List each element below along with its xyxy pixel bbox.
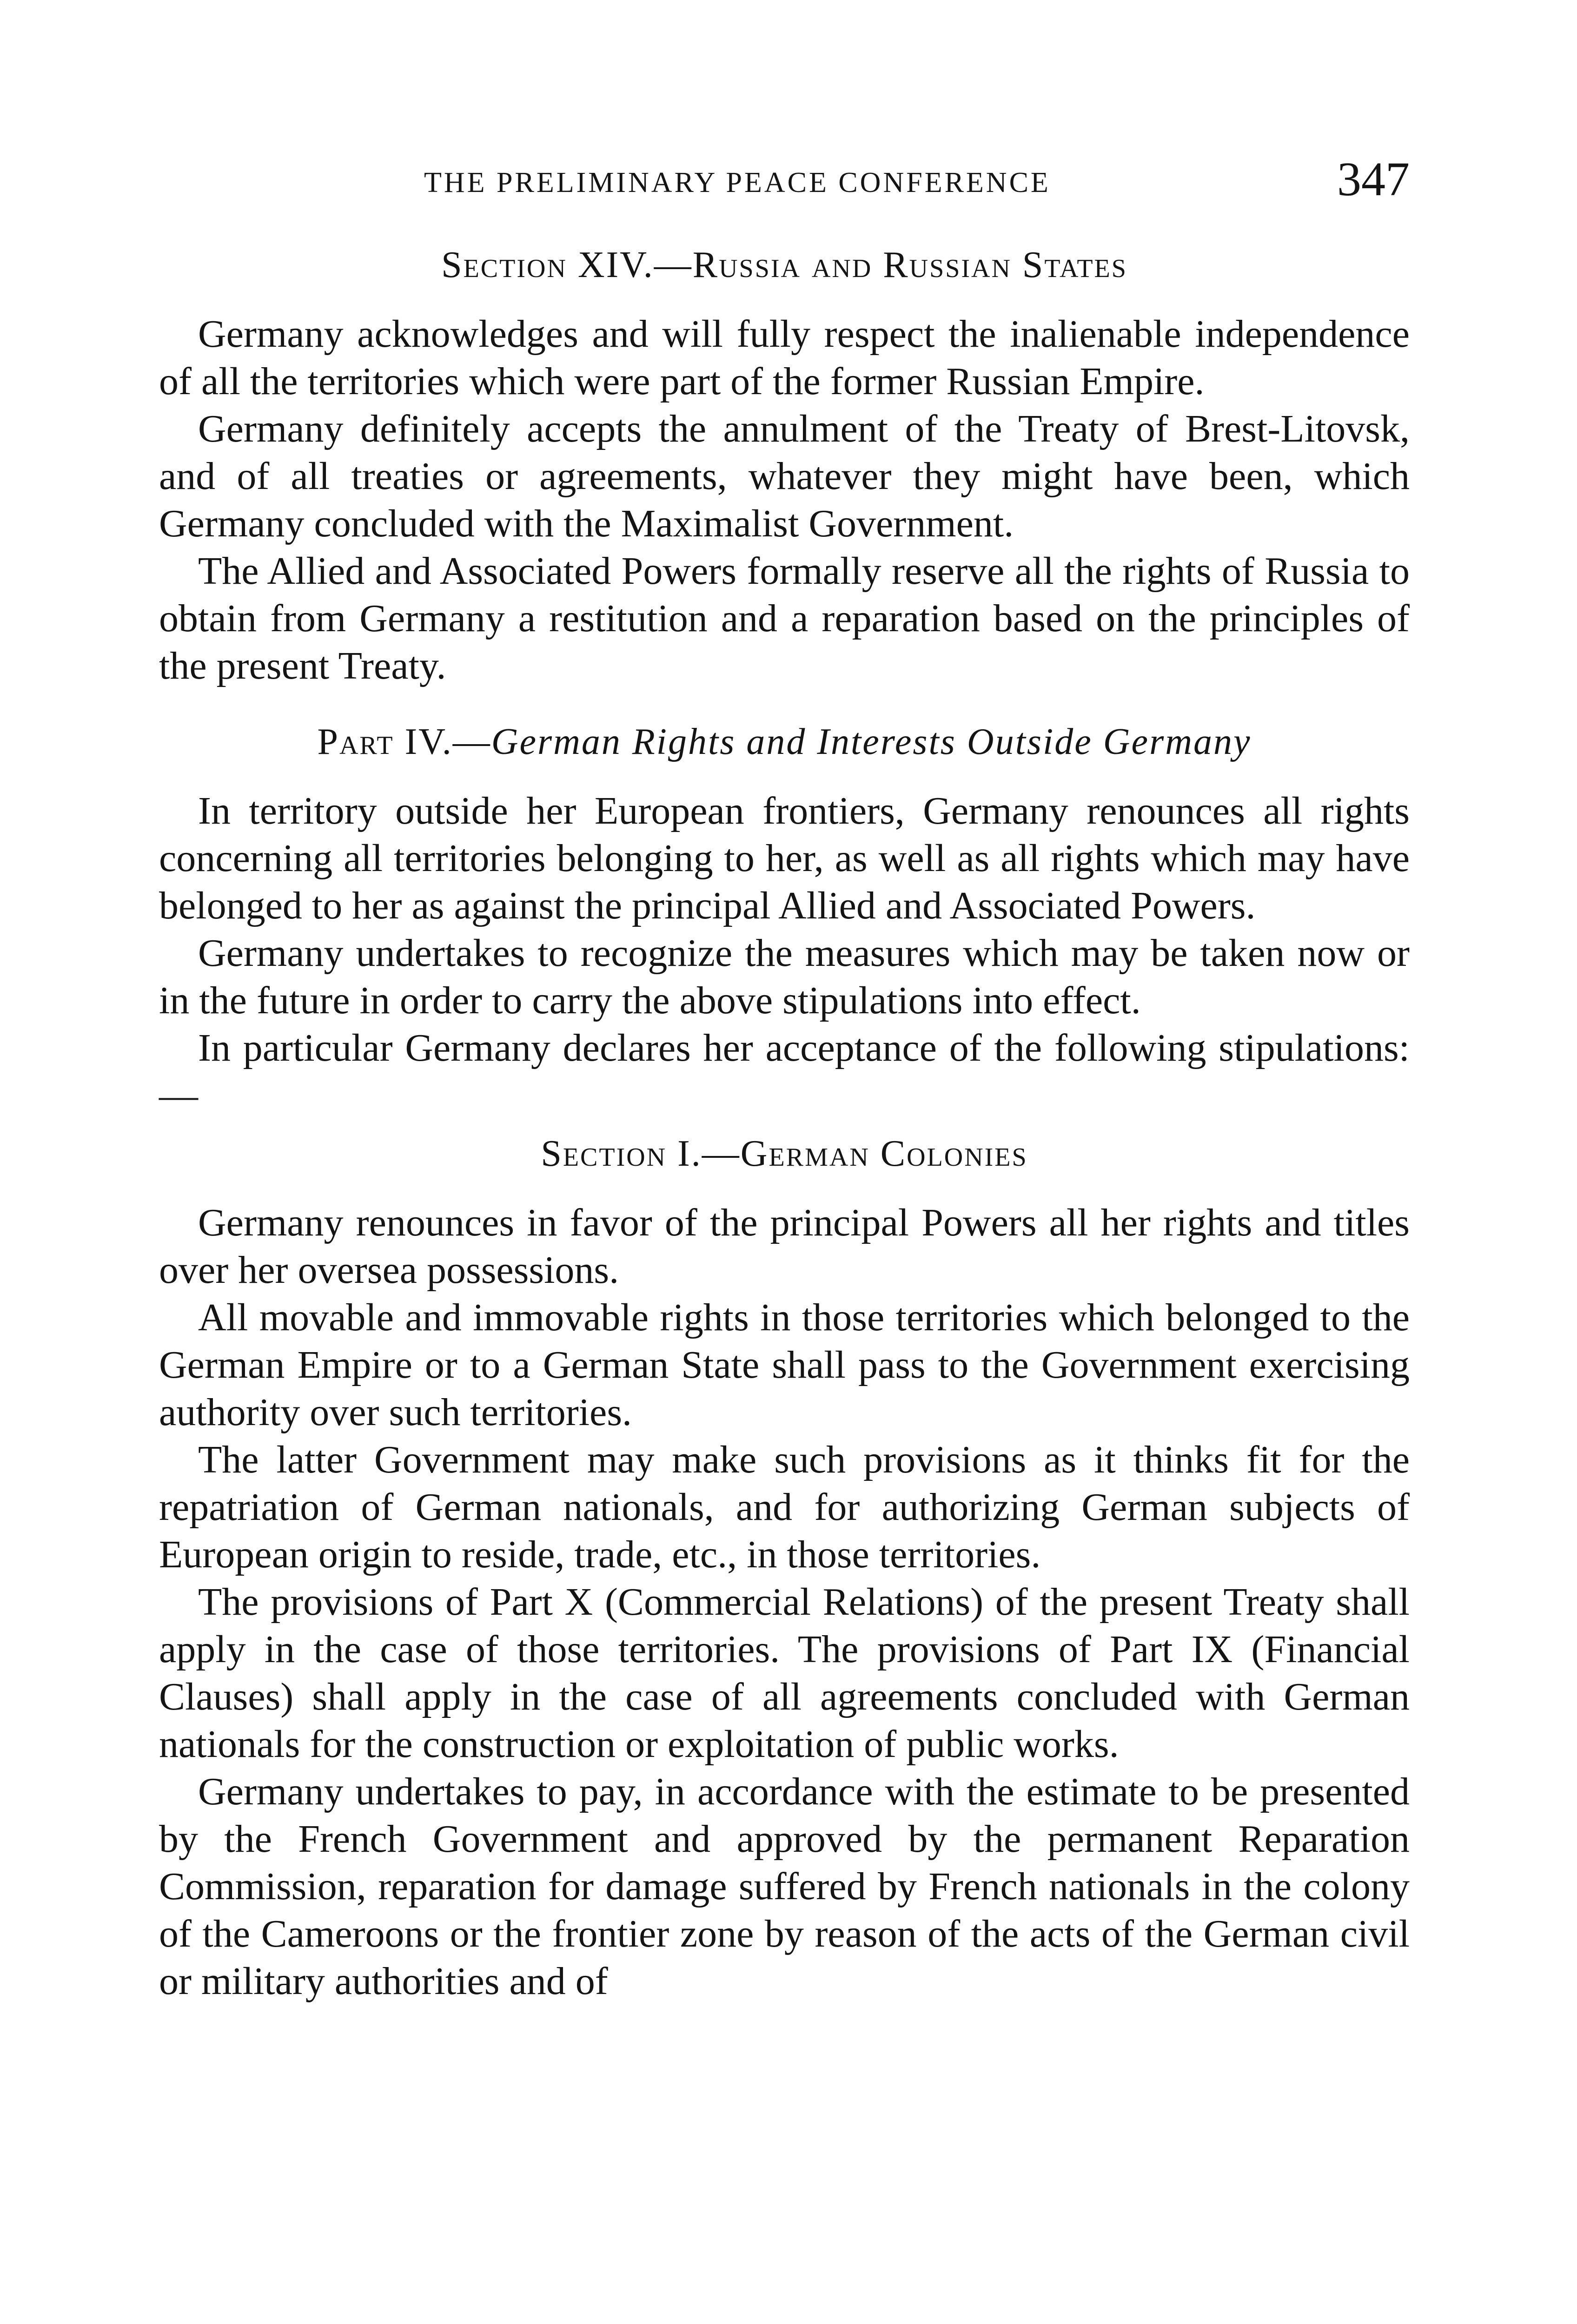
page-header (159, 149, 1410, 209)
paragraph: Germany undertakes to pay, in accordance with the estimate to be presented by the French Government and approved by the permanent Reparation Commission, reparation for damage suffered by French nationals in the colony of the Cameroons or the frontier zone by reason of the acts of the German civil or military authorities and of (159, 1770, 1410, 2003)
paragraph: The provisions of Part X (Commercial Relations) of the present Treaty shall apply in the case of those territories. The provisions of Part IX (Financial Clauses) shall apply in the case of all agreements concluded with German nationals for the construction or exploitation of public works. (159, 1580, 1410, 1766)
page-number: 347 (1337, 152, 1410, 206)
page-body (159, 242, 1410, 2005)
paragraph: In territory outside her European frontiers, Germany renounces all rights concerning all territories belonging to her, as well as all rights which may have belonged to her as against the principal Allied and Associated Powers. (159, 789, 1410, 927)
paragraph: In particular Germany declares her acceptance of the following stipulations:— (159, 1026, 1410, 1117)
paragraph: Germany definitely accepts the annulment of the Treaty of Brest-Litovsk, and of all treaties or agreements, whatever they might have been, which Germany concluded with the Maximalist Government. (159, 407, 1410, 545)
part-iv-heading (159, 719, 1410, 765)
paragraph: All movable and immovable rights in those territories which belonged to the German Empire or to a German State shall pass to the Government exercising authority over such territories. (159, 1296, 1410, 1434)
part-iv-dash: — (452, 721, 491, 762)
section-i-heading: Section I.—German Colonies (541, 1133, 1028, 1174)
paragraph: Germany undertakes to recognize the measures which may be taken now or in the future in order to carry the above stipulations into effect. (159, 931, 1410, 1022)
paragraph: The latter Government may make such provisions as it thinks fit for the repatriation of German nationals, and for authorizing German subjects of European origin to reside, trade, etc., in those territories. (159, 1438, 1410, 1576)
part-iv-label: Part IV. (317, 721, 453, 762)
running-head: THE PRELIMINARY PEACE CONFERENCE (424, 167, 1051, 198)
paragraph: Germany renounces in favor of the principal Powers all her rights and titles over her oversea possessions. (159, 1201, 1410, 1292)
paragraph: Germany acknowledges and will fully respect the inalienable independence of all the territories which were part of the former Russian Empire. (159, 312, 1410, 403)
paragraph: The Allied and Associated Powers formally reserve all the rights of Russia to obtain from Germany a restitution and a reparation based on the principles of the present Treaty. (159, 549, 1410, 687)
section-xiv-heading: Section XIV.—Russia and Russian States (441, 244, 1127, 285)
part-iv-title: German Rights and Interests Outside Germany (491, 721, 1252, 762)
